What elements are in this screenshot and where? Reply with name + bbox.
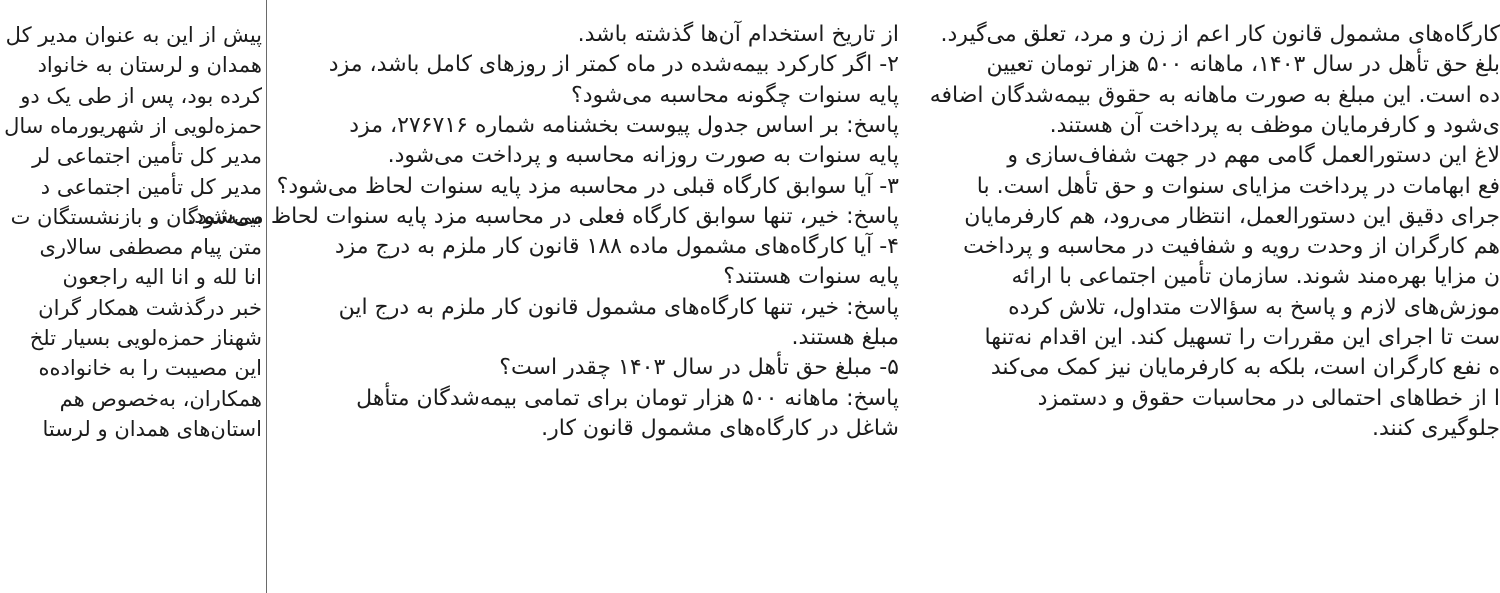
text-line: حمزه‌لویی از شهریورماه سال — [4, 113, 262, 138]
text-line: موزش‌های لازم و پاسخ به سؤالات متداول، تلاش کرده — [1008, 294, 1500, 320]
text-line: بلغ حق تأهل در سال ۱۴۰۳، ماهانه ۵۰۰ هزار تومان تعیین — [986, 52, 1500, 78]
text-line: ا از خطاهای احتمالی در محاسبات حقوق و دستمزد — [1037, 385, 1500, 411]
text-line: شهناز حمزه‌لویی بسیار تلخ — [29, 326, 262, 350]
text-line: لاغ این دستورالعمل گامی مهم در جهت شفاف‌سازی و — [1007, 143, 1500, 169]
text-line: استان‌های همدان و لرستا — [42, 416, 262, 441]
text-line: بیمه‌شدگان و بازنشستگان ت — [10, 204, 262, 229]
column-divider — [266, 0, 267, 593]
text-line: ۴- آیا کارگاه‌های مشمول ماده ۱۸۸ قانون کار ملزم به درج مزد — [334, 234, 899, 260]
text-line: کرده بود، پس از طی یک دو — [20, 83, 262, 108]
text-line: همدان و لرستان به خانواد — [37, 53, 262, 78]
text-line: انا لله و انا الیه راجعون — [62, 265, 262, 290]
text-line: ست تا اجرای این مقررات را تسهیل کند. این اقدام نه‌تنها — [984, 325, 1500, 350]
text-line: مبلغ هستند. — [791, 325, 899, 350]
text-line: فع ابهامات در پرداخت مزایای سنوات و حق تأهل است. با — [976, 173, 1500, 199]
text-line: ۵- مبلغ حق تأهل در سال ۱۴۰۳ چقدر است؟ — [499, 355, 899, 381]
text-line: هم کارگران از وحدت رویه و شفافیت در محاسبه و پرداخت — [963, 234, 1500, 260]
text-line: پاسخ: ماهانه ۵۰۰ هزار تومان برای تمامی بیمه‌شدگان متأهل — [356, 385, 899, 411]
text-line: جرای دقیق این دستورالعمل، انتظار می‌رود، هم کارفرمایان — [964, 203, 1500, 229]
text-line: خبر درگذشت همکار گران — [38, 295, 262, 320]
text-line: پیش از این به عنوان مدیر کل — [5, 23, 262, 47]
text-line: ۳- آیا سوابق کارگاه قبلی در محاسبه مزد پایه سنوات لحاظ می‌شود؟ — [276, 173, 899, 199]
text-line: همکاران، به‌خصوص هم — [59, 386, 262, 411]
column-middle — [187, 0, 899, 593]
text-line: از تاریخ استخدام آن‌ها گذشته باشد. — [577, 22, 899, 47]
column-right — [929, 0, 1500, 593]
text-line: متن پیام مصطفی سالاری — [39, 235, 262, 260]
text-line: ن مزایا بهره‌مند شوند. سازمان تأمین اجتماعی با ارائه — [1011, 264, 1500, 290]
text-line: پایه سنوات چگونه محاسبه می‌شود؟ — [571, 82, 899, 108]
text-line: ه نفع کارگران است، بلکه به کارفرمایان نیز کمک می‌کند — [990, 355, 1500, 381]
text-line: ۲- اگر کارکرد بیمه‌شده در ماه کمتر از روزهای کامل باشد، مزد — [328, 52, 899, 78]
text-line: جلوگیری کنند. — [1371, 415, 1500, 441]
text-line: شاغل در کارگاه‌های مشمول قانون کار. — [541, 415, 899, 441]
text-line: پاسخ: خیر، تنها سوابق کارگاه فعلی در محاسبه مزد پایه سنوات لحاظ می‌شود. — [187, 203, 899, 229]
text-line: مدیر کل تأمین اجتماعی د — [40, 174, 262, 199]
text-line: پایه سنوات هستند؟ — [723, 264, 899, 290]
text-line: ده است. این مبلغ به صورت ماهانه به حقوق بیمه‌شدگان اضافه — [929, 82, 1500, 108]
text-line: مدیر کل تأمین اجتماعی لر — [32, 144, 262, 169]
text-line: ی‌شود و کارفرمایان موظف به پرداخت آن هستند. — [1049, 112, 1500, 138]
text-line: پاسخ: بر اساس جدول پیوست بخشنامه شماره ۲۷۶۷۱۶، مزد — [349, 112, 899, 138]
text-line: کارگاه‌های مشمول قانون کار اعم از زن و مرد، تعلق می‌گیرد. — [940, 22, 1500, 47]
column-left — [0, 0, 262, 593]
text-line: پاسخ: خیر، تنها کارگاه‌های مشمول قانون کار ملزم به درج این — [338, 294, 899, 320]
text-line: پایه سنوات به صورت روزانه محاسبه و پرداخت می‌شود. — [387, 143, 899, 169]
text-line: این مصیبت را به خانواده‌ه — [38, 356, 262, 381]
